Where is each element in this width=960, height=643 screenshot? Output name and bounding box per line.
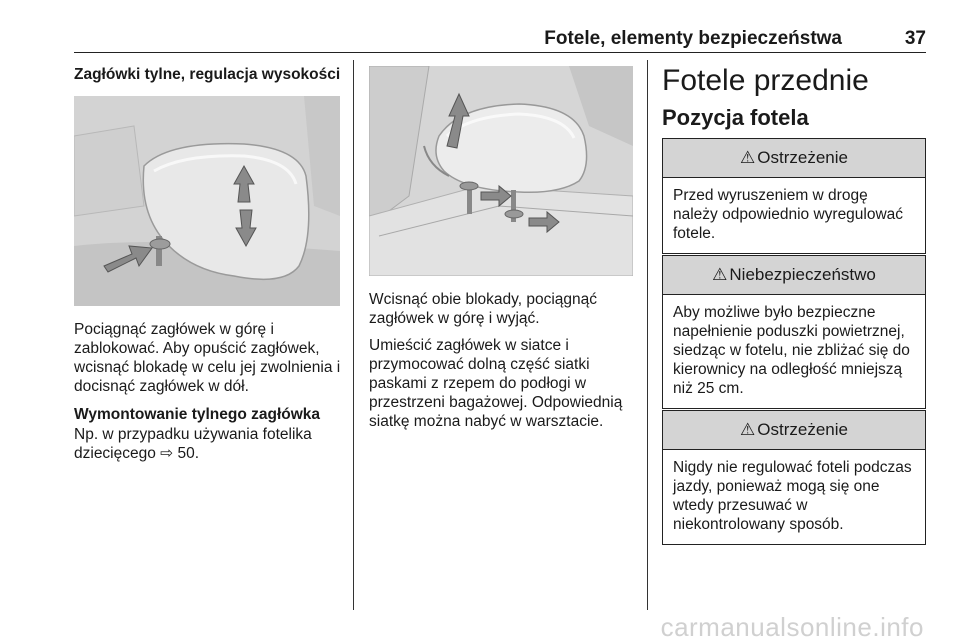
warning-title: Ostrzeżenie (757, 420, 848, 439)
danger-text: Aby możliwe było bezpieczne napełnienie poduszki powietrznej, siedząc w fotelu, nie zbliżać się do kierownicy na odległość mniejszą niż 25 cm. (673, 304, 910, 397)
warning-title: Ostrzeżenie (757, 148, 848, 167)
watermark: carmanualsonline.info (660, 612, 924, 642)
column-divider (353, 60, 354, 610)
heading-front-seats: Fotele przednie (662, 64, 869, 97)
headrest-removal-illustration (369, 66, 633, 276)
paragraph-child-seat-text: Np. w przypadku używania fotelika dziecięcego (74, 426, 312, 462)
headrest-height-diagram (74, 96, 340, 306)
warning-icon: ⚠ (712, 265, 728, 284)
danger-box-header (663, 256, 925, 295)
headrest-removal-diagram (369, 66, 633, 276)
danger-title: Niebezpieczeństwo (729, 265, 876, 284)
paragraph-press-locks: Wcisnąć obie blokady, pociągnąć zagłówek w górę i wyjąć. (369, 291, 598, 327)
rear-headrest-illustration (74, 96, 340, 306)
page-number: 37 (904, 28, 926, 49)
warning-text: Nigdy nie regulować foteli podczas jazdy, ponieważ mogą się one wtedy przesuwać w niekontrolowany sposób. (673, 459, 912, 533)
warning-box-header (663, 139, 925, 178)
warning-box (662, 138, 926, 254)
warning-icon: ⚠ (740, 148, 756, 167)
warning-icon: ⚠ (740, 420, 756, 439)
page-reference-icon: ⇨ (160, 445, 174, 462)
subheading-remove-headrest: Wymontowanie tylnego zagłówka (74, 406, 321, 423)
paragraph-child-seat (74, 425, 342, 463)
subheading-seat-position: Pozycja fotela (662, 105, 809, 130)
subheading-rear-headrest: Zagłówki tylne, regulacja wysokości (74, 66, 341, 83)
page-header (74, 26, 926, 53)
warning-box-header (663, 411, 925, 450)
warning-box (662, 410, 926, 545)
paragraph-net-storage: Umieścić zagłówek w siatce i przymocować dolną część siatki paskami z rzepem do podłogi w przestrzeni bagażowej. Odpowiednią siatkę można nabyć w warsztacie. (369, 337, 623, 430)
section-title: Fotele, elementy bezpieczeństwa (544, 28, 842, 49)
warning-text: Przed wyruszeniem w drogę należy odpowiednio wyregulować fotele. (673, 187, 904, 242)
paragraph-adjust-headrest: Pociągnąć zagłówek w górę i zablokować. Aby opuścić zagłówek, wcisnąć blokadę w celu jej zwolnienia i docisnąć zagłówek w dół. (74, 321, 341, 395)
column-divider (647, 60, 648, 610)
danger-box (662, 255, 926, 409)
page-reference-link[interactable]: 50. (177, 445, 200, 462)
